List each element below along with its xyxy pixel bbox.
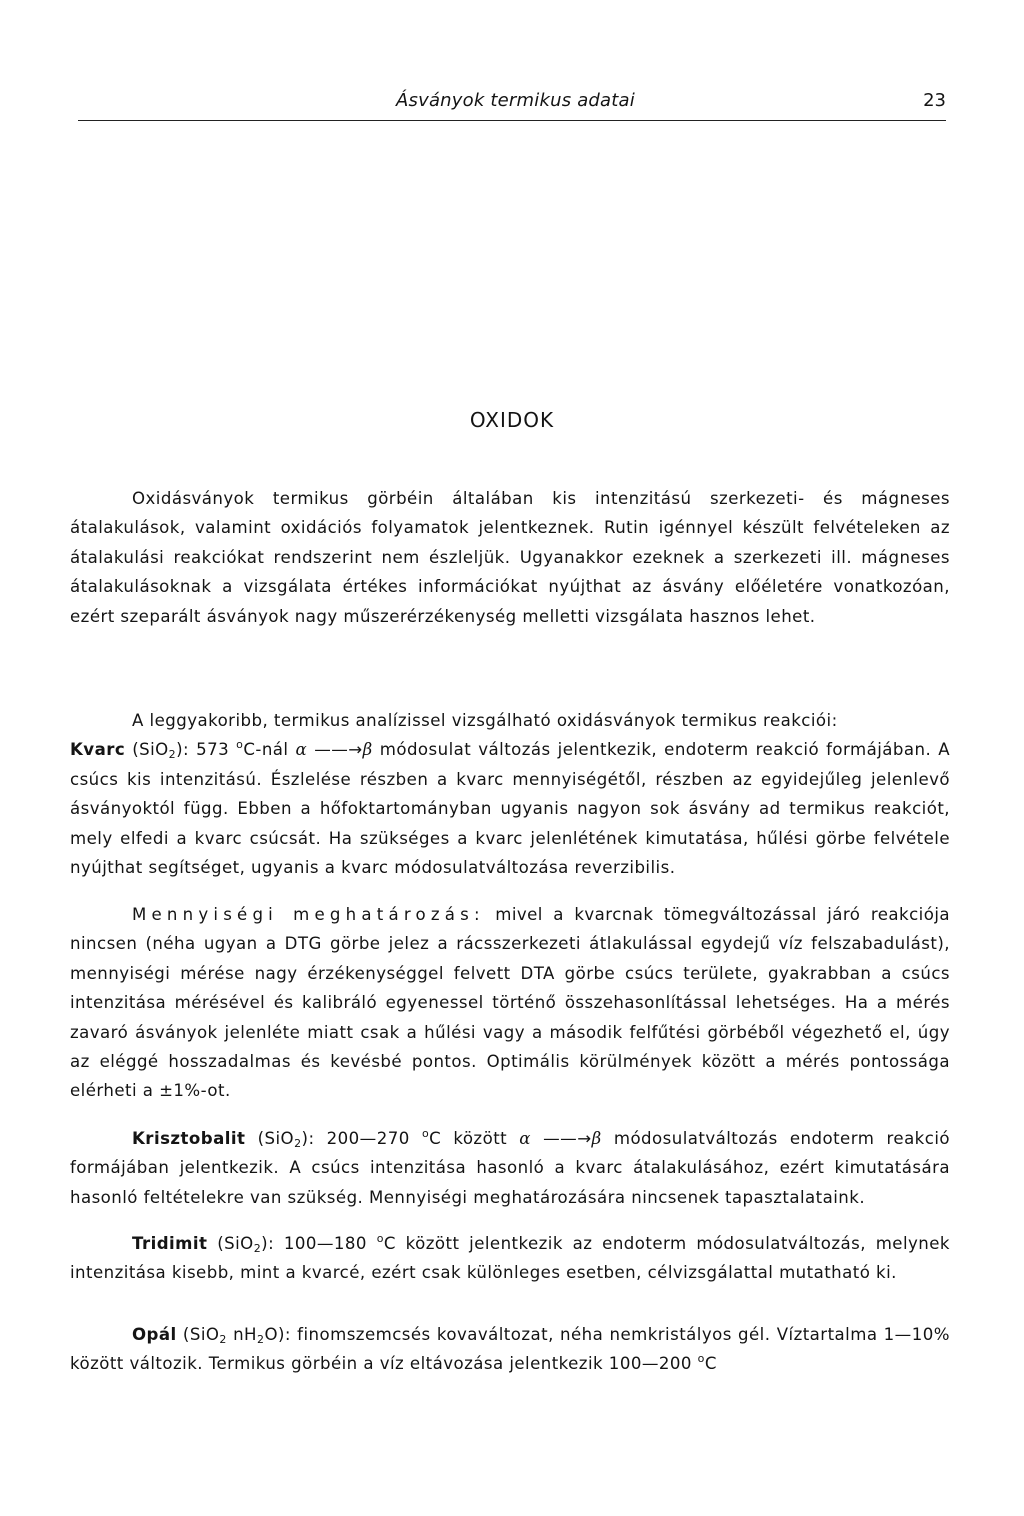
reactions-intro — [70, 706, 950, 882]
quantitative-label: Mennyiségi meghatározás: — [132, 905, 485, 924]
opal-paragraph — [70, 1320, 950, 1379]
intro-text: Oxidásványok termikus görbéin általában kis intenzitású szerkezeti- és mágneses átalakulások, valamint oxidációs folyamatok jelentkeznek. Rutin igénnyel készült felvételeken az átalakulási reakciókat rendszerint nem észleljük. Ugyanakkor ezeknek a szerkezeti ill. mágneses átalakulásoknak a vizsgálata értékes információkat nyújthat az ásvány előéletére vonatkozóan, ezért szeparált ásványok nagy műszerérzékenység melletti vizsgálata hasznos lehet. — [70, 489, 950, 626]
krisztobalit-paragraph — [70, 1124, 950, 1212]
kvarc-text: módosulat változás jelentkezik, endoterm reakció formájában. A csúcs kis intenzitású. Észlelése részben a kvarc mennyiségétől, részben az egyidejűleg jelenlevő ásványoktól függ. Ebben a hőfoktartományban ugyanis nagyon sok ásvány ad termikus reakciót, mely elfedi a kvarc csúcsát. Ha szükséges a kvarc jelenlétének kimutatása, hűlési görbe felvétele nyújthat segítséget, ugyanis a kvarc módosulatváltozása reverzibilis. — [70, 740, 951, 878]
tridimit-formula: (SiO$_2$): 100—180 $^o$ — [217, 1232, 384, 1255]
kvarc-formula: (SiO$_2$): 573 $^o$C-nál α ——→β — [132, 738, 373, 762]
kvarc-term: Kvarc — [70, 740, 126, 760]
page-header — [78, 88, 946, 121]
intro-paragraph — [70, 484, 950, 631]
section-title: OXIDOK — [469, 408, 555, 432]
quantitative-paragraph — [70, 900, 950, 1106]
kvarc-paragraph — [70, 706, 950, 882]
opal-term: Opál — [132, 1325, 177, 1344]
quantitative-text: mivel a kvarcnak tömegváltozással járó reakciója nincsen (néha ugyan a DTG görbe jelez a rácsszerkezeti átlakulással egydejű víz felszabadulást), mennyiségi mérése nagy érzékenységgel felvett DTA görbe csúcs területe, gyakrabban a csúcs intenzitása mérésével és kalibráló egyenessel történő összehasonlítással lehetséges. Ha a mérés zavaró ásványok jelenléte miatt csak a hűlési vagy a második felfűtési görbéből végezhető el, úgy az eléggé hosszadalmas és kevésbé pontos. Optimális körülmények között a mérés pontossága elérheti a ±1%-ot. — [70, 905, 950, 1101]
running-title: Ásványok termikus adatai — [396, 90, 635, 111]
opal-degree: o — [697, 1352, 705, 1366]
opal-text: finomszemcsés kovaváltozat, néha nemkristályos gél. Víztartalma 1—10% között változik. Termikus görbéin a víz eltávozása jelentkezik 100—200 — [70, 1325, 950, 1374]
krisztobalit-term: Krisztobalit — [132, 1129, 246, 1148]
tridimit-term: Tridimit — [132, 1234, 208, 1253]
page-number: 23 — [923, 90, 946, 111]
reactions-intro-text: A leggyakoribb, termikus analízissel vizsgálható oxidásványok termikus reakciói: — [132, 711, 838, 730]
tridimit-text: C között jelentkezik az endoterm módosulatváltozás, melynek intenzitása kisebb, mint a kvarcé, ezért csak különleges esetben, célvizsgálattal mutatható ki. — [70, 1234, 950, 1283]
opal-formula: (SiO$_2$ $nH_2O$): — [182, 1325, 291, 1346]
opal-unit: C — [704, 1354, 717, 1374]
krisztobalit-text: módosulatváltozás endoterm reakció formájában jelentkezik. A csúcs intenzitása hasonló a kvarc átalakulásához, ezért kimutatására hasonló feltételekre van szükség. Mennyiségi meghatározására nincsenek tapasztalataink. — [70, 1129, 950, 1207]
tridimit-paragraph — [70, 1229, 950, 1288]
krisztobalit-formula: (SiO$_2$): 200—270 $^o$C között α ——→β — [257, 1127, 602, 1150]
